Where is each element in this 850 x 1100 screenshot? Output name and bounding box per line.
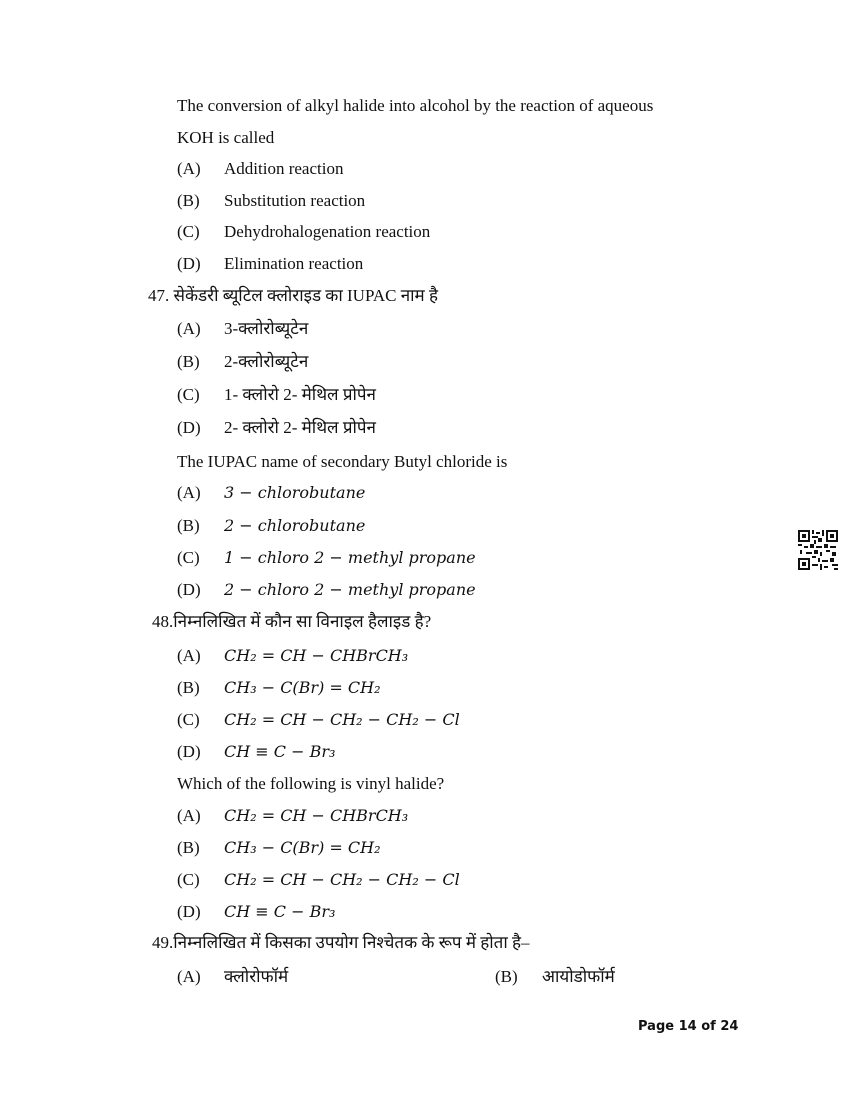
q46-option-a: [177, 159, 343, 179]
q48-hi-stem: [152, 612, 431, 632]
option-label: (D): [177, 254, 201, 273]
option-label: (A): [177, 806, 201, 825]
q48-en-option-c: [177, 870, 460, 890]
q47-hi-option-a: [177, 319, 308, 339]
q46-stem-line2: KOH is called: [177, 128, 275, 147]
option-text: क्लोरोफॉर्म: [224, 967, 289, 986]
option-text: Dehydrohalogenation reaction: [224, 222, 431, 241]
q46-stem-line1: The conversion of alkyl halide into alcohol by the reaction of aqueous: [177, 96, 654, 115]
option-label: (A): [177, 967, 201, 986]
q48-en-option-a: [177, 806, 408, 826]
option-text: 2- क्लोरो 2- मेथिल प्रोपेन: [224, 418, 376, 437]
q48-hi-option-b: [177, 678, 381, 698]
option-text: 3 − chlorobutane: [224, 483, 366, 502]
q49-hi-stem: [152, 933, 530, 953]
option-label: (B): [177, 516, 200, 535]
option-label: (B): [177, 352, 200, 371]
option-text: आयोडोफॉर्म: [542, 967, 615, 986]
option-label: (C): [177, 385, 200, 404]
q48-hi-option-c: [177, 710, 460, 730]
q47-en-option-a: [177, 483, 365, 503]
q47-hi-option-b: [177, 352, 308, 372]
option-text: CH₃ − C(Br) = CH₂: [224, 838, 381, 857]
option-label: (A): [177, 646, 201, 665]
option-label: (C): [177, 710, 200, 729]
option-text: CH ≡ C − Br₃: [224, 742, 336, 761]
q48-en-stem: Which of the following is vinyl halide?: [177, 774, 445, 793]
option-label: (C): [177, 870, 200, 889]
question-number: 48.: [152, 612, 174, 631]
option-label: (A): [177, 159, 201, 178]
option-text: CH₂ = CH − CHBrCH₃: [224, 806, 409, 825]
q48-hi-option-d: [177, 742, 335, 762]
q48-en-option-b: [177, 838, 381, 858]
option-label: (C): [177, 548, 200, 567]
option-text: CH₂ = CH − CH₂ − CH₂ − Cl: [224, 710, 460, 729]
option-text: 3-क्लोरोब्यूटेन: [224, 319, 309, 338]
question-text: निम्नलिखित में किसका उपयोग निश्चेतक के रूप में होता है–: [173, 933, 530, 952]
option-text: 2-क्लोरोब्यूटेन: [224, 352, 309, 371]
q46-option-c: [177, 222, 430, 242]
q48-hi-option-a: [177, 646, 408, 666]
question-number: 47.: [148, 286, 170, 305]
option-label: (D): [177, 902, 201, 921]
question-text: सेकेंडरी ब्यूटिल क्लोराइड का IUPAC नाम है: [173, 286, 438, 305]
q47-en-option-d: [177, 580, 476, 600]
option-text: 1 − chloro 2 − methyl propane: [224, 548, 476, 567]
option-label: (D): [177, 580, 201, 599]
page-number: Page 14 of 24: [638, 1019, 739, 1034]
option-text: CH₂ = CH − CHBrCH₃: [224, 646, 409, 665]
q46-option-d: [177, 254, 363, 274]
option-label: (A): [177, 483, 201, 502]
q49-hi-option-a: [177, 967, 288, 987]
option-text: CH₃ − C(Br) = CH₂: [224, 678, 381, 697]
option-label: (D): [177, 418, 201, 437]
option-label: (B): [177, 838, 200, 857]
question-text: निम्नलिखित में कौन सा विनाइल हैलाइड है?: [173, 612, 432, 631]
option-text: CH ≡ C − Br₃: [224, 902, 336, 921]
q47-hi-option-d: [177, 418, 376, 438]
option-label: (B): [495, 967, 518, 986]
q47-en-option-b: [177, 516, 365, 536]
q46-option-b: [177, 191, 365, 211]
option-text: 2 − chloro 2 − methyl propane: [224, 580, 476, 599]
qr-code-icon: [798, 530, 838, 570]
option-label: (D): [177, 742, 201, 761]
option-text: 2 − chlorobutane: [224, 516, 366, 535]
option-label: (B): [177, 678, 200, 697]
option-text: 1- क्लोरो 2- मेथिल प्रोपेन: [224, 385, 376, 404]
q48-en-option-d: [177, 902, 335, 922]
option-text: Elimination reaction: [224, 254, 364, 273]
q49-hi-option-b: [495, 967, 615, 987]
question-number: 49.: [152, 933, 174, 952]
option-label: (B): [177, 191, 200, 210]
q47-hi-stem: [148, 286, 438, 306]
q47-hi-option-c: [177, 385, 376, 405]
option-label: (C): [177, 222, 200, 241]
option-text: Substitution reaction: [224, 191, 366, 210]
q47-en-stem: The IUPAC name of secondary Butyl chloride is: [177, 452, 508, 471]
q47-en-option-c: [177, 548, 476, 568]
option-text: Addition reaction: [224, 159, 344, 178]
option-label: (A): [177, 319, 201, 338]
option-text: CH₂ = CH − CH₂ − CH₂ − Cl: [224, 870, 460, 889]
